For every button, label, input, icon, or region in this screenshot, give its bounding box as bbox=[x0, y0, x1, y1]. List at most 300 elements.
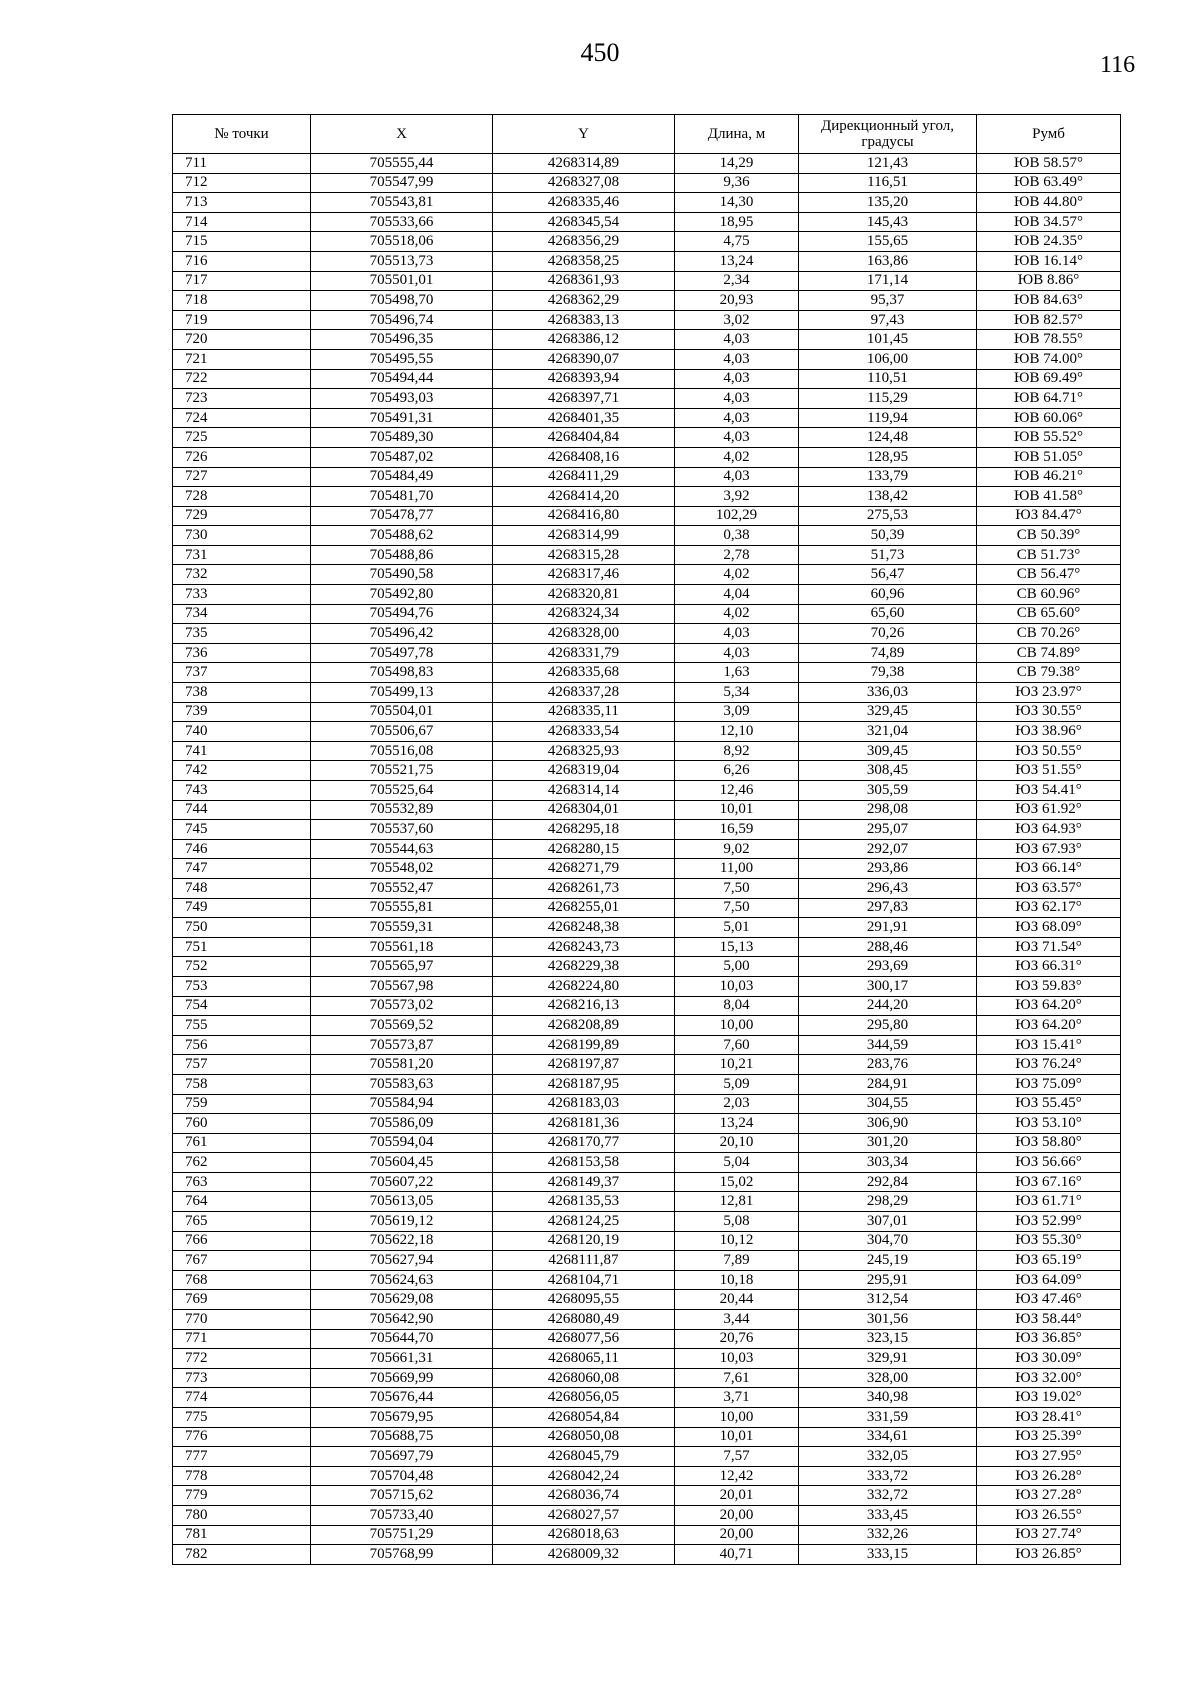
cell-rumb: ЮВ 44.80° bbox=[977, 193, 1121, 213]
cell-y: 4268054,84 bbox=[493, 1408, 675, 1428]
cell-length: 4,03 bbox=[675, 408, 799, 428]
cell-angle: 128,95 bbox=[799, 447, 977, 467]
cell-angle: 336,03 bbox=[799, 683, 977, 703]
table-row bbox=[173, 1270, 1121, 1290]
cell-rumb: ЮЗ 61.71° bbox=[977, 1192, 1121, 1212]
table-row bbox=[173, 1153, 1121, 1173]
cell-y: 4268243,73 bbox=[493, 937, 675, 957]
cell-x: 705768,99 bbox=[311, 1545, 493, 1565]
cell-angle: 301,20 bbox=[799, 1133, 977, 1153]
table-row bbox=[173, 310, 1121, 330]
cell-angle: 323,15 bbox=[799, 1329, 977, 1349]
cell-angle: 308,45 bbox=[799, 761, 977, 781]
cell-rumb: СВ 70.26° bbox=[977, 624, 1121, 644]
cell-length: 2,03 bbox=[675, 1094, 799, 1114]
cell-rumb: ЮВ 60.06° bbox=[977, 408, 1121, 428]
table-row bbox=[173, 918, 1121, 938]
table-row bbox=[173, 1310, 1121, 1330]
cell-rumb: ЮЗ 56.66° bbox=[977, 1153, 1121, 1173]
cell-point-number: 776 bbox=[173, 1427, 311, 1447]
cell-length: 20,00 bbox=[675, 1525, 799, 1545]
cell-length: 7,89 bbox=[675, 1251, 799, 1271]
cell-point-number: 753 bbox=[173, 976, 311, 996]
cell-angle: 333,15 bbox=[799, 1545, 977, 1565]
cell-angle: 295,91 bbox=[799, 1270, 977, 1290]
cell-y: 4268216,13 bbox=[493, 996, 675, 1016]
cell-angle: 51,73 bbox=[799, 545, 977, 565]
cell-rumb: ЮЗ 30.55° bbox=[977, 702, 1121, 722]
cell-x: 705704,48 bbox=[311, 1466, 493, 1486]
cell-length: 11,00 bbox=[675, 859, 799, 879]
cell-y: 4268036,74 bbox=[493, 1486, 675, 1506]
cell-x: 705493,03 bbox=[311, 389, 493, 409]
cell-y: 4268386,12 bbox=[493, 330, 675, 350]
cell-y: 4268095,55 bbox=[493, 1290, 675, 1310]
cell-point-number: 760 bbox=[173, 1114, 311, 1134]
cell-y: 4268304,01 bbox=[493, 800, 675, 820]
cell-y: 4268080,49 bbox=[493, 1310, 675, 1330]
cell-rumb: ЮЗ 27.95° bbox=[977, 1447, 1121, 1467]
cell-length: 18,95 bbox=[675, 212, 799, 232]
table-row bbox=[173, 663, 1121, 683]
cell-length: 20,93 bbox=[675, 291, 799, 311]
cell-length: 20,01 bbox=[675, 1486, 799, 1506]
table-row bbox=[173, 957, 1121, 977]
cell-y: 4268111,87 bbox=[493, 1251, 675, 1271]
cell-y: 4268383,13 bbox=[493, 310, 675, 330]
cell-x: 705488,86 bbox=[311, 545, 493, 565]
table-row bbox=[173, 1114, 1121, 1134]
cell-y: 4268042,24 bbox=[493, 1466, 675, 1486]
cell-x: 705552,47 bbox=[311, 878, 493, 898]
cell-point-number: 742 bbox=[173, 761, 311, 781]
cell-y: 4268009,32 bbox=[493, 1545, 675, 1565]
table-row bbox=[173, 878, 1121, 898]
cell-point-number: 712 bbox=[173, 173, 311, 193]
cell-angle: 292,07 bbox=[799, 839, 977, 859]
cell-length: 102,29 bbox=[675, 506, 799, 526]
cell-rumb: ЮВ 46.21° bbox=[977, 467, 1121, 487]
cell-y: 4268335,46 bbox=[493, 193, 675, 213]
table-row bbox=[173, 565, 1121, 585]
table-row bbox=[173, 643, 1121, 663]
cell-rumb: ЮЗ 67.16° bbox=[977, 1172, 1121, 1192]
cell-angle: 295,80 bbox=[799, 1016, 977, 1036]
cell-rumb: ЮВ 16.14° bbox=[977, 251, 1121, 271]
cell-rumb: ЮЗ 19.02° bbox=[977, 1388, 1121, 1408]
table-row bbox=[173, 251, 1121, 271]
cell-point-number: 720 bbox=[173, 330, 311, 350]
cell-rumb: ЮЗ 55.45° bbox=[977, 1094, 1121, 1114]
cell-angle: 309,45 bbox=[799, 741, 977, 761]
cell-rumb: ЮЗ 64.93° bbox=[977, 820, 1121, 840]
cell-angle: 171,14 bbox=[799, 271, 977, 291]
cell-length: 10,12 bbox=[675, 1231, 799, 1251]
cell-x: 705751,29 bbox=[311, 1525, 493, 1545]
cell-x: 705561,18 bbox=[311, 937, 493, 957]
cell-y: 4268060,08 bbox=[493, 1368, 675, 1388]
cell-length: 7,61 bbox=[675, 1368, 799, 1388]
cell-rumb: ЮВ 58.57° bbox=[977, 154, 1121, 174]
cell-x: 705679,95 bbox=[311, 1408, 493, 1428]
cell-point-number: 728 bbox=[173, 487, 311, 507]
cell-rumb: ЮЗ 61.92° bbox=[977, 800, 1121, 820]
cell-point-number: 772 bbox=[173, 1349, 311, 1369]
cell-y: 4268181,36 bbox=[493, 1114, 675, 1134]
cell-x: 705484,49 bbox=[311, 467, 493, 487]
cell-length: 20,76 bbox=[675, 1329, 799, 1349]
cell-point-number: 736 bbox=[173, 643, 311, 663]
cell-length: 7,57 bbox=[675, 1447, 799, 1467]
cell-y: 4268404,84 bbox=[493, 428, 675, 448]
cell-point-number: 719 bbox=[173, 310, 311, 330]
cell-rumb: СВ 51.73° bbox=[977, 545, 1121, 565]
table-row bbox=[173, 1192, 1121, 1212]
table-row bbox=[173, 369, 1121, 389]
cell-y: 4268333,54 bbox=[493, 722, 675, 742]
cell-angle: 331,59 bbox=[799, 1408, 977, 1428]
cell-point-number: 732 bbox=[173, 565, 311, 585]
cell-point-number: 780 bbox=[173, 1505, 311, 1525]
cell-length: 10,18 bbox=[675, 1270, 799, 1290]
table-row bbox=[173, 624, 1121, 644]
cell-x: 705661,31 bbox=[311, 1349, 493, 1369]
cell-point-number: 738 bbox=[173, 683, 311, 703]
cell-x: 705516,08 bbox=[311, 741, 493, 761]
cell-rumb: ЮВ 78.55° bbox=[977, 330, 1121, 350]
cell-y: 4268124,25 bbox=[493, 1212, 675, 1232]
cell-length: 3,09 bbox=[675, 702, 799, 722]
cell-length: 2,34 bbox=[675, 271, 799, 291]
cell-y: 4268325,93 bbox=[493, 741, 675, 761]
cell-rumb: ЮЗ 51.55° bbox=[977, 761, 1121, 781]
cell-rumb: ЮЗ 62.17° bbox=[977, 898, 1121, 918]
cell-angle: 70,26 bbox=[799, 624, 977, 644]
table-row bbox=[173, 1212, 1121, 1232]
cell-length: 12,42 bbox=[675, 1466, 799, 1486]
cell-point-number: 777 bbox=[173, 1447, 311, 1467]
table-row bbox=[173, 800, 1121, 820]
cell-y: 4268295,18 bbox=[493, 820, 675, 840]
cell-x: 705496,74 bbox=[311, 310, 493, 330]
cell-rumb: ЮВ 55.52° bbox=[977, 428, 1121, 448]
cell-angle: 332,05 bbox=[799, 1447, 977, 1467]
cell-x: 705559,31 bbox=[311, 918, 493, 938]
cell-length: 20,10 bbox=[675, 1133, 799, 1153]
cell-rumb: ЮЗ 64.20° bbox=[977, 1016, 1121, 1036]
cell-y: 4268397,71 bbox=[493, 389, 675, 409]
cell-y: 4268358,25 bbox=[493, 251, 675, 271]
cell-y: 4268027,57 bbox=[493, 1505, 675, 1525]
cell-rumb: ЮЗ 26.55° bbox=[977, 1505, 1121, 1525]
cell-y: 4268197,87 bbox=[493, 1055, 675, 1075]
cell-y: 4268104,71 bbox=[493, 1270, 675, 1290]
cell-length: 20,44 bbox=[675, 1290, 799, 1310]
cell-rumb: ЮВ 84.63° bbox=[977, 291, 1121, 311]
cell-rumb: ЮЗ 38.96° bbox=[977, 722, 1121, 742]
cell-length: 20,00 bbox=[675, 1505, 799, 1525]
table-row bbox=[173, 271, 1121, 291]
cell-x: 705697,79 bbox=[311, 1447, 493, 1467]
cell-angle: 133,79 bbox=[799, 467, 977, 487]
table-row bbox=[173, 604, 1121, 624]
cell-x: 705521,75 bbox=[311, 761, 493, 781]
cell-rumb: ЮЗ 54.41° bbox=[977, 781, 1121, 801]
cell-rumb: ЮЗ 59.83° bbox=[977, 976, 1121, 996]
cell-rumb: ЮЗ 27.28° bbox=[977, 1486, 1121, 1506]
cell-length: 5,00 bbox=[675, 957, 799, 977]
cell-x: 705547,99 bbox=[311, 173, 493, 193]
cell-point-number: 748 bbox=[173, 878, 311, 898]
cell-rumb: ЮЗ 47.46° bbox=[977, 1290, 1121, 1310]
cell-rumb: ЮЗ 64.20° bbox=[977, 996, 1121, 1016]
cell-x: 705544,63 bbox=[311, 839, 493, 859]
cell-x: 705518,06 bbox=[311, 232, 493, 252]
cell-length: 7,50 bbox=[675, 898, 799, 918]
cell-y: 4268361,93 bbox=[493, 271, 675, 291]
cell-rumb: СВ 60.96° bbox=[977, 585, 1121, 605]
cell-angle: 333,72 bbox=[799, 1466, 977, 1486]
table-row bbox=[173, 1388, 1121, 1408]
cell-angle: 135,20 bbox=[799, 193, 977, 213]
cell-rumb: ЮЗ 52.99° bbox=[977, 1212, 1121, 1232]
cell-y: 4268208,89 bbox=[493, 1016, 675, 1036]
cell-y: 4268356,29 bbox=[493, 232, 675, 252]
cell-y: 4268327,08 bbox=[493, 173, 675, 193]
cell-angle: 321,04 bbox=[799, 722, 977, 742]
cell-x: 705619,12 bbox=[311, 1212, 493, 1232]
cell-angle: 344,59 bbox=[799, 1035, 977, 1055]
cell-length: 3,71 bbox=[675, 1388, 799, 1408]
cell-x: 705499,13 bbox=[311, 683, 493, 703]
cell-length: 13,24 bbox=[675, 251, 799, 271]
table-row bbox=[173, 1525, 1121, 1545]
cell-y: 4268335,11 bbox=[493, 702, 675, 722]
page-number-right: 116 bbox=[1100, 52, 1136, 78]
table-row bbox=[173, 683, 1121, 703]
cell-y: 4268271,79 bbox=[493, 859, 675, 879]
cell-y: 4268315,28 bbox=[493, 545, 675, 565]
cell-length: 3,44 bbox=[675, 1310, 799, 1330]
cell-length: 15,02 bbox=[675, 1172, 799, 1192]
cell-angle: 329,91 bbox=[799, 1349, 977, 1369]
cell-x: 705494,76 bbox=[311, 604, 493, 624]
cell-x: 705569,52 bbox=[311, 1016, 493, 1036]
table-row bbox=[173, 232, 1121, 252]
cell-x: 705533,66 bbox=[311, 212, 493, 232]
cell-x: 705642,90 bbox=[311, 1310, 493, 1330]
cell-angle: 328,00 bbox=[799, 1368, 977, 1388]
cell-y: 4268393,94 bbox=[493, 369, 675, 389]
cell-point-number: 716 bbox=[173, 251, 311, 271]
cell-point-number: 717 bbox=[173, 271, 311, 291]
cell-rumb: ЮЗ 27.74° bbox=[977, 1525, 1121, 1545]
cell-x: 705495,55 bbox=[311, 349, 493, 369]
cell-angle: 101,45 bbox=[799, 330, 977, 350]
cell-y: 4268170,77 bbox=[493, 1133, 675, 1153]
cell-y: 4268320,81 bbox=[493, 585, 675, 605]
cell-length: 5,01 bbox=[675, 918, 799, 938]
table-row bbox=[173, 996, 1121, 1016]
cell-angle: 293,69 bbox=[799, 957, 977, 977]
cell-y: 4268187,95 bbox=[493, 1074, 675, 1094]
cell-angle: 300,17 bbox=[799, 976, 977, 996]
cell-rumb: ЮЗ 75.09° bbox=[977, 1074, 1121, 1094]
cell-rumb: ЮЗ 66.31° bbox=[977, 957, 1121, 977]
cell-length: 1,63 bbox=[675, 663, 799, 683]
cell-length: 4,03 bbox=[675, 349, 799, 369]
cell-x: 705537,60 bbox=[311, 820, 493, 840]
cell-rumb: ЮЗ 58.80° bbox=[977, 1133, 1121, 1153]
cell-y: 4268401,35 bbox=[493, 408, 675, 428]
cell-rumb: ЮЗ 76.24° bbox=[977, 1055, 1121, 1075]
cell-angle: 312,54 bbox=[799, 1290, 977, 1310]
table-row bbox=[173, 741, 1121, 761]
cell-y: 4268248,38 bbox=[493, 918, 675, 938]
cell-point-number: 740 bbox=[173, 722, 311, 742]
cell-rumb: ЮЗ 15.41° bbox=[977, 1035, 1121, 1055]
table-row bbox=[173, 1035, 1121, 1055]
cell-point-number: 757 bbox=[173, 1055, 311, 1075]
cell-rumb: ЮВ 8.86° bbox=[977, 271, 1121, 291]
cell-y: 4268224,80 bbox=[493, 976, 675, 996]
cell-y: 4268120,19 bbox=[493, 1231, 675, 1251]
cell-angle: 119,94 bbox=[799, 408, 977, 428]
cell-y: 4268337,28 bbox=[493, 683, 675, 703]
cell-rumb: ЮЗ 55.30° bbox=[977, 1231, 1121, 1251]
table-row bbox=[173, 428, 1121, 448]
table-row bbox=[173, 389, 1121, 409]
table-row bbox=[173, 1290, 1121, 1310]
cell-point-number: 767 bbox=[173, 1251, 311, 1271]
table-row bbox=[173, 467, 1121, 487]
table-row bbox=[173, 898, 1121, 918]
cell-angle: 284,91 bbox=[799, 1074, 977, 1094]
cell-y: 4268319,04 bbox=[493, 761, 675, 781]
cell-angle: 106,00 bbox=[799, 349, 977, 369]
cell-point-number: 731 bbox=[173, 545, 311, 565]
cell-length: 9,36 bbox=[675, 173, 799, 193]
cell-rumb: ЮВ 74.00° bbox=[977, 349, 1121, 369]
cell-x: 705669,99 bbox=[311, 1368, 493, 1388]
cell-point-number: 775 bbox=[173, 1408, 311, 1428]
table-row bbox=[173, 1172, 1121, 1192]
cell-y: 4268149,37 bbox=[493, 1172, 675, 1192]
cell-length: 10,00 bbox=[675, 1016, 799, 1036]
table-row bbox=[173, 781, 1121, 801]
cell-rumb: ЮЗ 26.28° bbox=[977, 1466, 1121, 1486]
cell-y: 4268335,68 bbox=[493, 663, 675, 683]
table-row bbox=[173, 1427, 1121, 1447]
cell-length: 0,38 bbox=[675, 526, 799, 546]
header-direction-angle: Дирекционный угол, градусы bbox=[799, 115, 977, 154]
cell-rumb: ЮЗ 25.39° bbox=[977, 1427, 1121, 1447]
header-y: Y bbox=[493, 115, 675, 154]
cell-x: 705594,04 bbox=[311, 1133, 493, 1153]
cell-point-number: 755 bbox=[173, 1016, 311, 1036]
cell-length: 4,02 bbox=[675, 565, 799, 585]
table-row bbox=[173, 761, 1121, 781]
cell-angle: 291,91 bbox=[799, 918, 977, 938]
cell-rumb: ЮЗ 23.97° bbox=[977, 683, 1121, 703]
cell-angle: 288,46 bbox=[799, 937, 977, 957]
table-row bbox=[173, 859, 1121, 879]
cell-rumb: ЮЗ 26.85° bbox=[977, 1545, 1121, 1565]
table-row bbox=[173, 976, 1121, 996]
cell-length: 4,02 bbox=[675, 604, 799, 624]
cell-angle: 304,55 bbox=[799, 1094, 977, 1114]
table-row bbox=[173, 154, 1121, 174]
cell-point-number: 718 bbox=[173, 291, 311, 311]
cell-length: 4,03 bbox=[675, 330, 799, 350]
cell-angle: 301,56 bbox=[799, 1310, 977, 1330]
cell-angle: 56,47 bbox=[799, 565, 977, 585]
cell-length: 13,24 bbox=[675, 1114, 799, 1134]
table-row bbox=[173, 1408, 1121, 1428]
cell-length: 3,92 bbox=[675, 487, 799, 507]
cell-y: 4268077,56 bbox=[493, 1329, 675, 1349]
cell-length: 4,03 bbox=[675, 624, 799, 644]
cell-y: 4268331,79 bbox=[493, 643, 675, 663]
cell-point-number: 713 bbox=[173, 193, 311, 213]
cell-angle: 296,43 bbox=[799, 878, 977, 898]
cell-length: 5,04 bbox=[675, 1153, 799, 1173]
cell-point-number: 724 bbox=[173, 408, 311, 428]
cell-x: 705494,44 bbox=[311, 369, 493, 389]
cell-length: 12,81 bbox=[675, 1192, 799, 1212]
cell-point-number: 722 bbox=[173, 369, 311, 389]
cell-x: 705567,98 bbox=[311, 976, 493, 996]
cell-y: 4268153,58 bbox=[493, 1153, 675, 1173]
cell-length: 9,02 bbox=[675, 839, 799, 859]
cell-x: 705629,08 bbox=[311, 1290, 493, 1310]
cell-point-number: 737 bbox=[173, 663, 311, 683]
cell-point-number: 739 bbox=[173, 702, 311, 722]
cell-point-number: 758 bbox=[173, 1074, 311, 1094]
table-row bbox=[173, 1016, 1121, 1036]
cell-angle: 292,84 bbox=[799, 1172, 977, 1192]
cell-x: 705487,02 bbox=[311, 447, 493, 467]
cell-x: 705498,70 bbox=[311, 291, 493, 311]
cell-angle: 298,29 bbox=[799, 1192, 977, 1212]
table-row bbox=[173, 1447, 1121, 1467]
cell-y: 4268362,29 bbox=[493, 291, 675, 311]
header-x: X bbox=[311, 115, 493, 154]
table-row bbox=[173, 506, 1121, 526]
cell-x: 705613,05 bbox=[311, 1192, 493, 1212]
cell-rumb: СВ 79.38° bbox=[977, 663, 1121, 683]
cell-x: 705491,31 bbox=[311, 408, 493, 428]
cell-length: 4,03 bbox=[675, 369, 799, 389]
cell-angle: 298,08 bbox=[799, 800, 977, 820]
cell-length: 4,03 bbox=[675, 467, 799, 487]
cell-x: 705581,20 bbox=[311, 1055, 493, 1075]
cell-x: 705644,70 bbox=[311, 1329, 493, 1349]
cell-length: 4,03 bbox=[675, 428, 799, 448]
cell-point-number: 729 bbox=[173, 506, 311, 526]
table-row bbox=[173, 1094, 1121, 1114]
cell-point-number: 734 bbox=[173, 604, 311, 624]
cell-length: 8,92 bbox=[675, 741, 799, 761]
table-row bbox=[173, 722, 1121, 742]
cell-x: 705525,64 bbox=[311, 781, 493, 801]
cell-y: 4268328,00 bbox=[493, 624, 675, 644]
table-row bbox=[173, 839, 1121, 859]
cell-x: 705513,73 bbox=[311, 251, 493, 271]
cell-x: 705733,40 bbox=[311, 1505, 493, 1525]
cell-point-number: 714 bbox=[173, 212, 311, 232]
table-row bbox=[173, 330, 1121, 350]
